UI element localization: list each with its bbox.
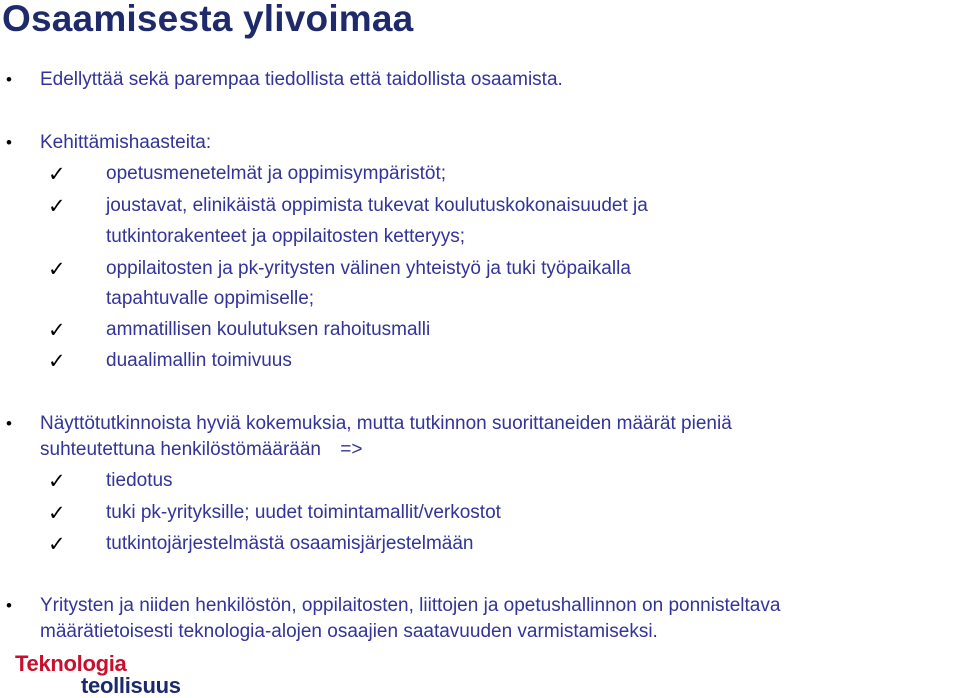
check-item: tiedotus <box>106 470 173 491</box>
check-item: oppilaitosten ja pk-yritysten välinen yhteistyö ja tuki työpaikalla <box>106 258 631 279</box>
checkmark-icon: ✓ <box>48 532 66 556</box>
checkmark-icon: ✓ <box>48 162 66 186</box>
checkmark-icon: ✓ <box>48 469 66 493</box>
check-item: opetusmenetelmät ja oppimisympäristöt; <box>106 163 447 184</box>
bullet-3-line1: Näyttötutkinnoista hyviä kokemuksia, mutta tutkinnon suorittaneiden määrät pieniä <box>40 413 732 434</box>
check-item-continuation: tapahtuvalle oppimiselle; <box>106 288 315 309</box>
bullet-dot: • <box>6 414 12 433</box>
bullet-2-heading: Kehittämishaasteita: <box>40 132 212 153</box>
teknologiateollisuus-logo <box>15 653 181 697</box>
bullet-1-text: Edellyttää sekä parempaa tiedollista että taidollista osaamista. <box>40 69 563 90</box>
checkmark-icon: ✓ <box>48 257 66 281</box>
checkmark-icon: ✓ <box>48 501 66 525</box>
bullet-3-line2-text: suhteutettuna henkilöstömäärään <box>40 439 321 460</box>
bullet-3-line2 <box>40 437 362 463</box>
checkmark-icon: ✓ <box>48 318 66 342</box>
check-item: tuki pk-yrityksille; uudet toimintamallit/verkostot <box>106 502 501 523</box>
logo-line1: Teknologia <box>15 651 127 676</box>
arrow-symbol: => <box>340 439 363 460</box>
check-item: tutkintojärjestelmästä osaamisjärjestelmään <box>106 533 474 554</box>
check-item: duaalimallin toimivuus <box>106 350 292 371</box>
bullet-4-line1: Yritysten ja niiden henkilöstön, oppilaitosten, liittojen ja opetushallinnon on ponnisteltava <box>40 595 781 616</box>
check-item: joustavat, elinikäistä oppimista tukevat koulutuskokonaisuudet ja <box>106 195 648 216</box>
check-item-continuation: tutkintorakenteet ja oppilaitosten ketteryys; <box>106 226 466 247</box>
checkmark-icon: ✓ <box>48 194 66 218</box>
checkmark-icon: ✓ <box>48 349 66 373</box>
check-item: ammatillisen koulutuksen rahoitusmalli <box>106 319 431 340</box>
bullet-dot: • <box>6 596 12 615</box>
bullet-4-line2: määrätietoisesti teknologia-alojen osaajien saatavuuden varmistamiseksi. <box>40 621 658 642</box>
logo-line2: teollisuus <box>81 673 181 698</box>
slide-title: Osaamisesta ylivoimaa <box>2 0 414 39</box>
bullet-dot: • <box>6 70 12 89</box>
bullet-dot: • <box>6 133 12 152</box>
